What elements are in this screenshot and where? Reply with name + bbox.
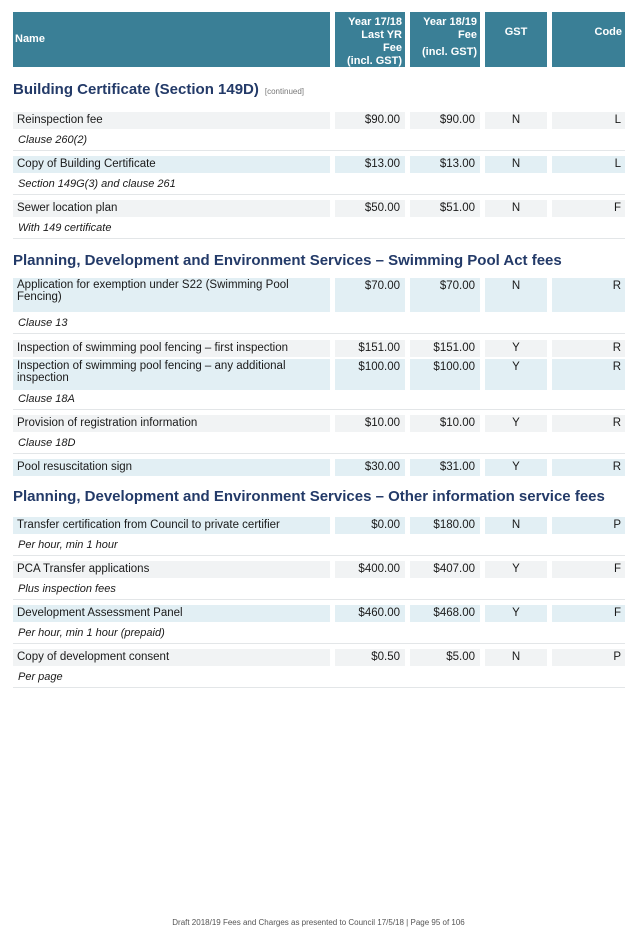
header-year1-line3: Fee (383, 42, 402, 54)
header-year-1819 (410, 12, 480, 67)
row-code: R (552, 278, 625, 312)
table-row (13, 156, 625, 175)
row-name: Inspection of swimming pool fencing – any additional inspection (13, 359, 330, 390)
row-fee-1819: $100.00 (410, 359, 480, 390)
row-fee-1819: $407.00 (410, 561, 480, 578)
row-code: R (552, 459, 625, 476)
section-continued-label: [continued] (264, 87, 305, 96)
row-fee-1718: $30.00 (335, 459, 405, 476)
row-name: Application for exemption under S22 (Swimming Pool Fencing) (13, 278, 330, 312)
row-note: Clause 260(2) (13, 131, 625, 151)
row-fee-1718: $50.00 (335, 200, 405, 217)
row-code: R (552, 340, 625, 357)
section-title: Planning, Development and Environment Services – Swimming Pool Act fees (13, 252, 562, 269)
row-code: F (552, 605, 625, 622)
row-note: Clause 18D (13, 434, 625, 454)
row-gst: Y (485, 561, 547, 578)
table-row (13, 415, 625, 434)
row-note: Clause 18A (13, 390, 625, 410)
row-fee-1718: $70.00 (335, 278, 405, 312)
row-fee-1718: $13.00 (335, 156, 405, 173)
row-gst: N (485, 517, 547, 534)
section-building-certificate (13, 82, 625, 239)
row-fee-1819: $468.00 (410, 605, 480, 622)
row-gst: N (485, 649, 547, 666)
row-fee-1819: $13.00 (410, 156, 480, 173)
row-name: PCA Transfer applications (13, 561, 330, 578)
table-row (13, 561, 625, 580)
table-row (13, 517, 625, 536)
header-year2-line2: Fee (458, 29, 477, 41)
row-note: Per page (13, 668, 625, 688)
table-row (13, 649, 625, 668)
row-gst: Y (485, 415, 547, 432)
row-name: Copy of Building Certificate (13, 156, 330, 173)
header-year1-line4: (incl. GST) (347, 55, 402, 67)
row-name: Provision of registration information (13, 415, 330, 432)
row-gst: Y (485, 359, 547, 390)
row-code: P (552, 649, 625, 666)
table-header (13, 12, 625, 67)
row-gst: Y (485, 459, 547, 476)
row-fee-1819: $90.00 (410, 112, 480, 129)
row-fee-1819: $151.00 (410, 340, 480, 357)
row-name: Reinspection fee (13, 112, 330, 129)
row-name: Development Assessment Panel (13, 605, 330, 622)
table-row (13, 359, 625, 390)
header-code: Code (552, 12, 625, 67)
row-code: P (552, 517, 625, 534)
table-row (13, 200, 625, 219)
page-footer: Draft 2018/19 Fees and Charges as presented to Council 17/5/18 | Page 95 of 106 (172, 918, 465, 927)
row-fee-1819: $180.00 (410, 517, 480, 534)
section-title-text: Building Certificate (Section 149D) (13, 81, 259, 98)
header-year1-line2: Last YR (361, 29, 402, 41)
row-fee-1819: $70.00 (410, 278, 480, 312)
row-code: F (552, 200, 625, 217)
row-fee-1819: $5.00 (410, 649, 480, 666)
fees-table (13, 12, 625, 688)
row-note: With 149 certificate (13, 219, 625, 239)
row-code: L (552, 112, 625, 129)
row-fee-1718: $460.00 (335, 605, 405, 622)
section-title (13, 82, 625, 100)
row-name: Sewer location plan (13, 200, 330, 217)
table-row (13, 340, 625, 359)
table-row (13, 278, 625, 314)
row-name: Pool resuscitation sign (13, 459, 330, 476)
row-fee-1819: $31.00 (410, 459, 480, 476)
row-fee-1819: $10.00 (410, 415, 480, 432)
section-swimming-pool-fees (13, 253, 625, 478)
row-fee-1819: $51.00 (410, 200, 480, 217)
row-code: L (552, 156, 625, 173)
table-row (13, 459, 625, 478)
row-name: Transfer certification from Council to private certifier (13, 517, 330, 534)
row-fee-1718: $400.00 (335, 561, 405, 578)
row-gst: N (485, 156, 547, 173)
row-fee-1718: $100.00 (335, 359, 405, 390)
row-code: R (552, 415, 625, 432)
row-gst: Y (485, 605, 547, 622)
row-gst: N (485, 278, 547, 312)
header-year2-line3: (incl. GST) (422, 46, 477, 58)
table-row (13, 112, 625, 131)
row-gst: N (485, 112, 547, 129)
row-note: Clause 13 (13, 314, 625, 334)
header-name: Name (13, 12, 330, 67)
row-fee-1718: $0.00 (335, 517, 405, 534)
header-year2-line1: Year 18/19 (423, 16, 477, 28)
row-note: Per hour, min 1 hour (13, 536, 625, 556)
row-fee-1718: $151.00 (335, 340, 405, 357)
row-note: Per hour, min 1 hour (prepaid) (13, 624, 625, 644)
row-name: Copy of development consent (13, 649, 330, 666)
row-note: Plus inspection fees (13, 580, 625, 600)
row-gst: N (485, 200, 547, 217)
row-fee-1718: $0.50 (335, 649, 405, 666)
row-code: F (552, 561, 625, 578)
row-name: Inspection of swimming pool fencing – first inspection (13, 340, 330, 357)
header-gst: GST (485, 12, 547, 67)
row-gst: Y (485, 340, 547, 357)
header-year1-line1: Year 17/18 (348, 16, 402, 28)
row-code: R (552, 359, 625, 390)
header-year-1718 (335, 12, 405, 67)
row-fee-1718: $10.00 (335, 415, 405, 432)
table-row (13, 605, 625, 624)
row-note: Section 149G(3) and clause 261 (13, 175, 625, 195)
section-other-information-fees (13, 489, 625, 688)
row-fee-1718: $90.00 (335, 112, 405, 129)
section-title: Planning, Development and Environment Services – Other information service fees (13, 488, 605, 505)
